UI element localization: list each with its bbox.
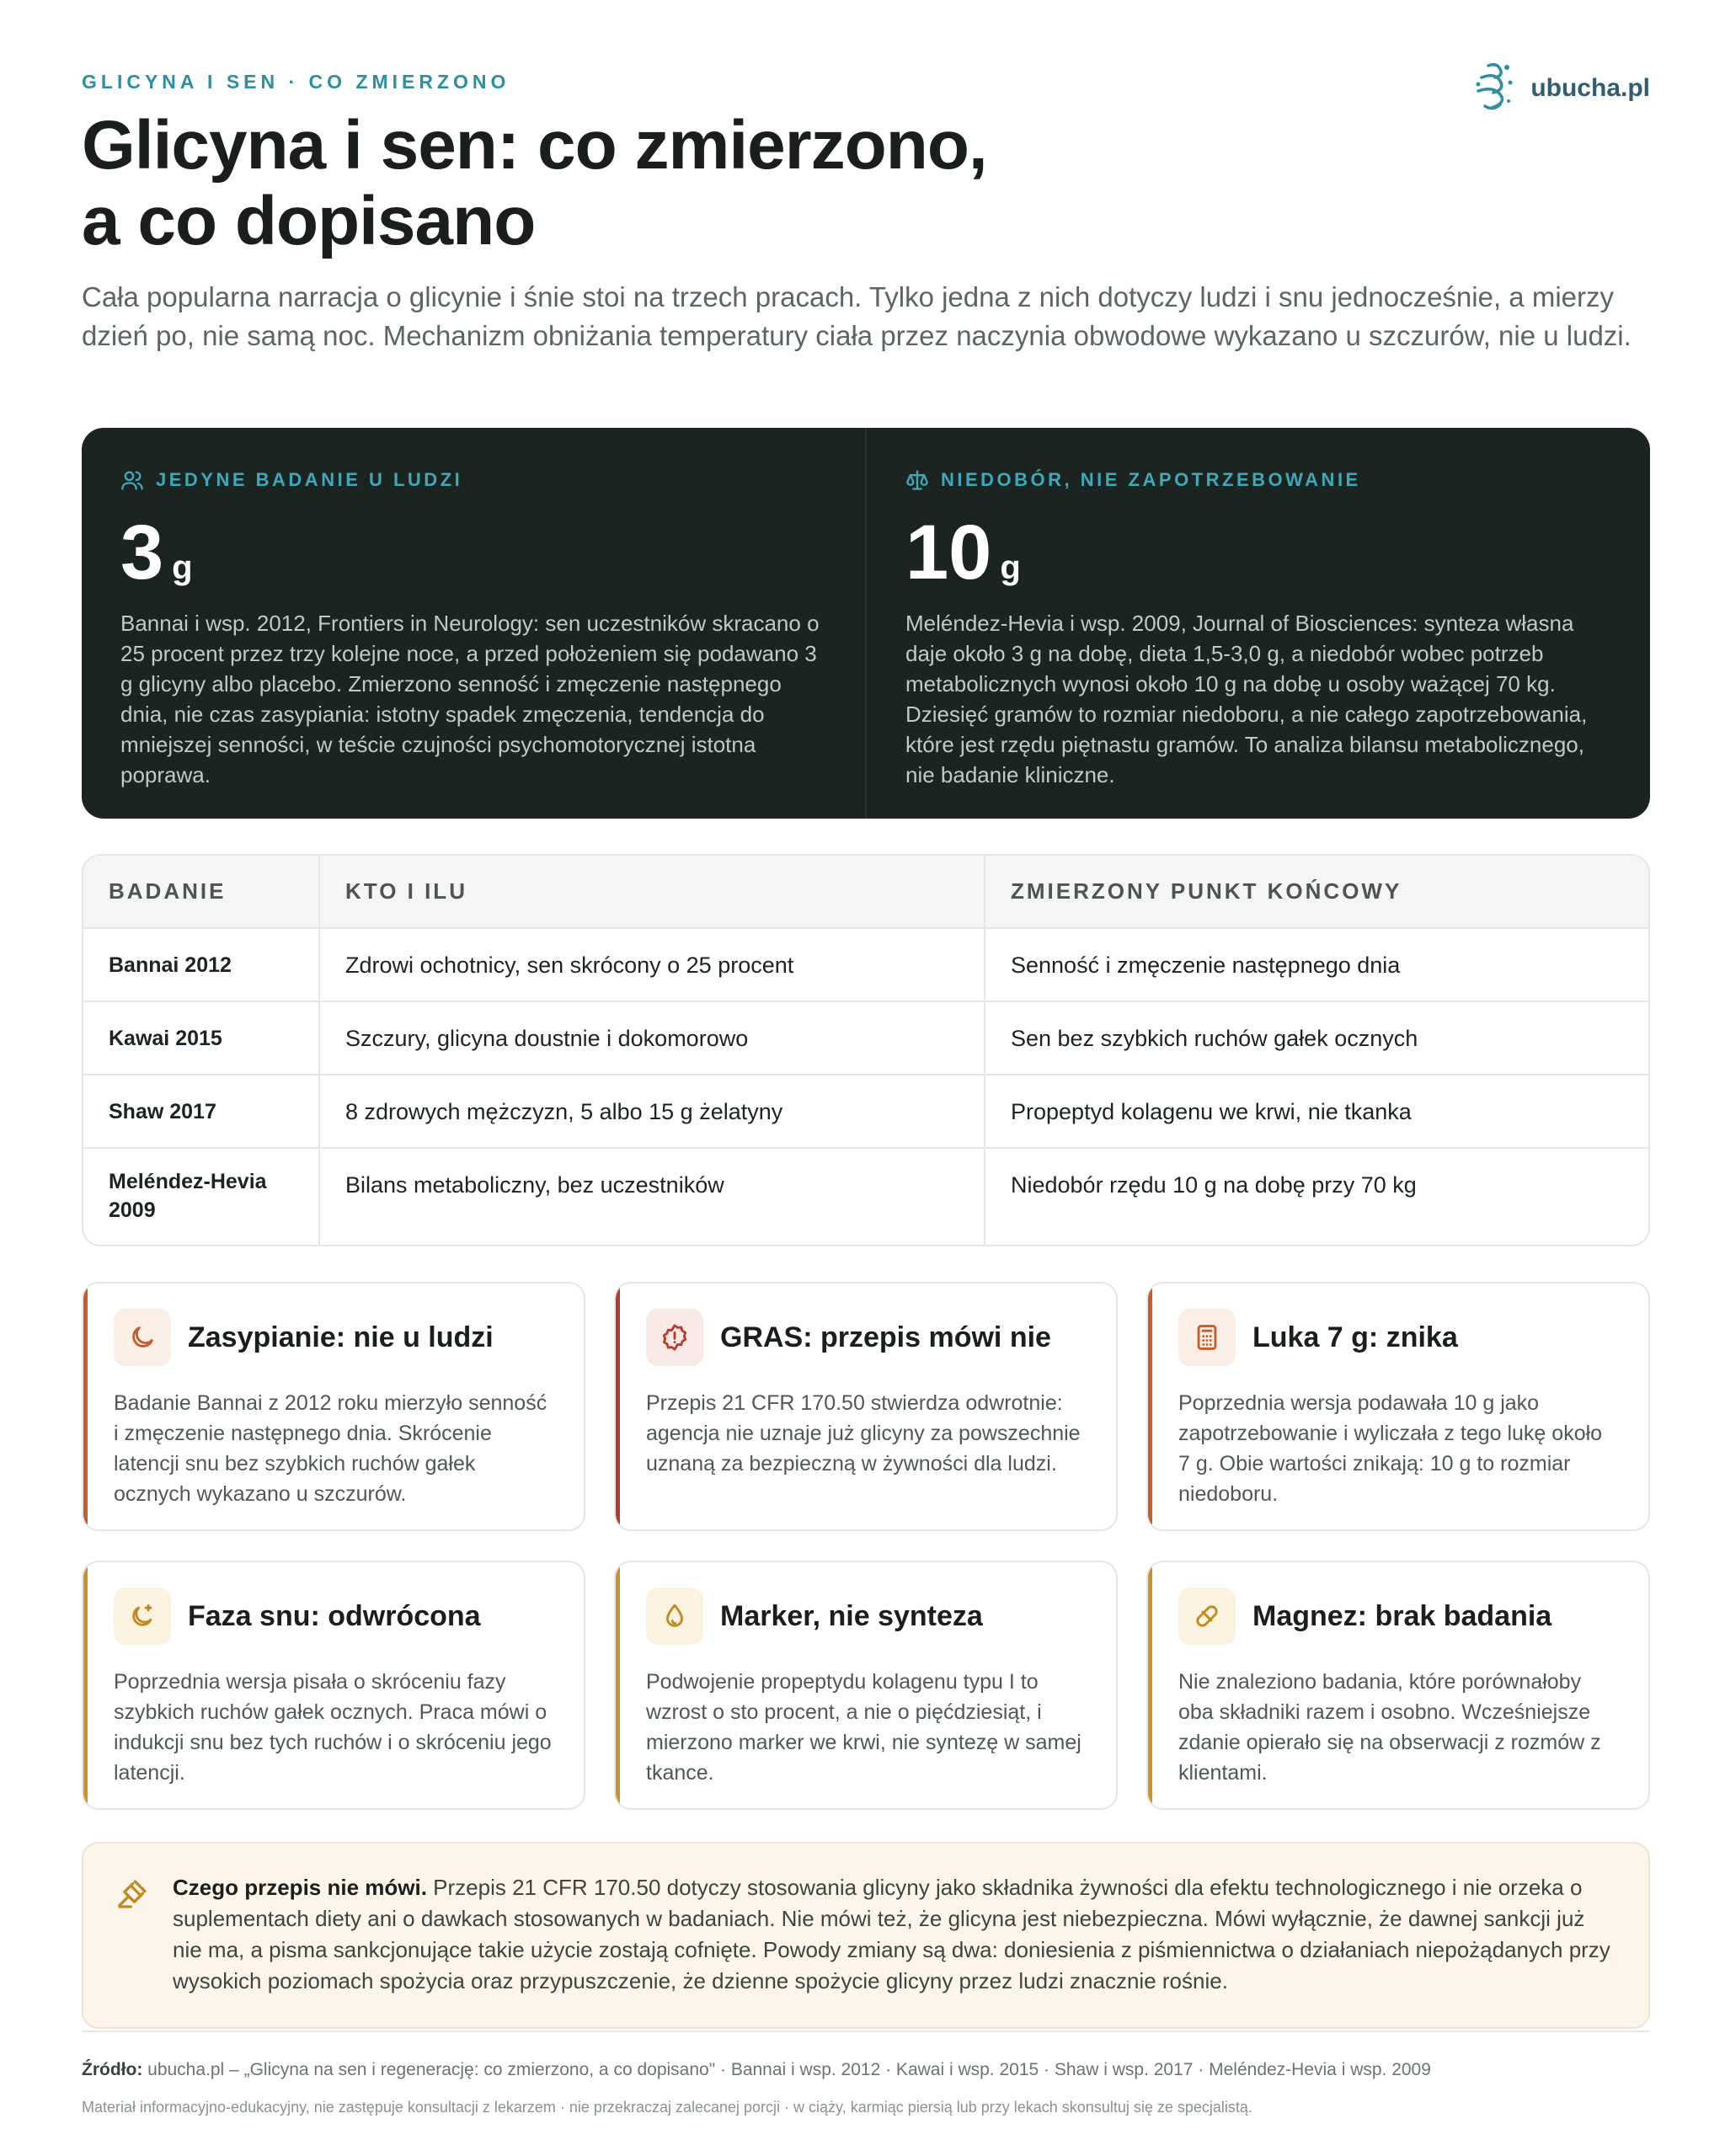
table-row	[83, 1001, 1648, 1075]
stat-label-text: JEDYNE BADANIE U LUDZI	[156, 469, 463, 490]
card-title: Marker, nie synteza	[720, 1599, 983, 1632]
alert-badge-icon	[646, 1309, 703, 1366]
card-gras	[614, 1282, 1118, 1531]
table-cell: Propeptyd kolagenu we krwi, nie tkanka	[985, 1075, 1648, 1148]
note-body: Przepis 21 CFR 170.50 dotyczy stosowania glicyny jako składnika żywności dla efektu technologicznego i nie orzeka o suplementach diety ani o dawkach stosowanych w badaniach. Nie mówi też, że glicyna jest niebezpieczna. Mówi wyłącznie, że dawnej sankcji już nie ma, a pisma sankcjonujące takie użycie zostają cofnięte. Powody zmiany są dwa: doniesienia z piśmiennictwa o działaniach niepożądanych przy wysokich poziomach spożycia oraz przypuszczenie, że dzienne spożycie glicyny przez ludzi znacznie rośnie.	[173, 1875, 1610, 1993]
disclaimer: Materiał informacyjno-edukacyjny, nie zastępuje konsultacji z lekarzem · nie przekraczaj zalecanej porcji · w ciąży, karmiąc piersią lub przy lekach skonsultuj się ze specjalistą.	[82, 2099, 1252, 2116]
moon-icon	[114, 1309, 171, 1366]
stat-description: Meléndez-Hevia i wsp. 2009, Journal of Biosciences: synteza własna daje około 3 g na dobę, dieta 1,5-3,0 g, a niedobór wobec potrzeb metabolicznych wynosi około 10 g na dobę u osoby ważącej 70 kg. Dziesięć gramów to rozmiar niedoboru, a nie całego zapotrzebowania, które jest rzędu piętnastu gramów. To analiza bilansu metabolicznego, nie badanie kliniczne.	[905, 611, 1588, 787]
table-row	[83, 1075, 1648, 1148]
card-title: Faza snu: odwrócona	[188, 1599, 481, 1632]
eyebrow: GLICYNA I SEN · CO ZMIERZONO	[82, 71, 510, 93]
logo-text: ubucha.pl	[1530, 74, 1650, 102]
table-header-row	[83, 856, 1648, 928]
logo[interactable]	[1471, 59, 1650, 118]
table-cell: Zdrowi ochotnicy, sen skrócony o 25 procent	[319, 928, 985, 1001]
stat-value	[120, 510, 826, 595]
stat-number: 10	[905, 510, 992, 595]
card-text: Badanie Bannai z 2012 roku mierzyło senność i zmęczenie następnego dnia. Skrócenie latencji snu bez szybkich ruchów gałek ocznych wykazano u szczurów.	[114, 1391, 547, 1506]
cards-row	[82, 1282, 1650, 1531]
stat-human-study	[82, 428, 865, 819]
column-header: KTO I ILU	[319, 856, 985, 928]
stat-number: 3	[120, 510, 164, 595]
divider	[82, 2031, 1650, 2032]
card-text: Nie znaleziono badania, które porównałoby oba składniki razem i osobno. Wcześniejsze zdanie opierało się na obserwacji z rozmów z klientami.	[1178, 1670, 1601, 1785]
card-sleep-onset	[82, 1282, 585, 1531]
studies-table	[82, 854, 1650, 1246]
stat-unit: g	[1000, 549, 1021, 586]
table-cell: Bilans metaboliczny, bez uczestników	[319, 1148, 985, 1246]
table-cell: Bannai 2012	[83, 928, 319, 1001]
card-text: Podwojenie propeptydu kolagenu typu I to wzrost o sto procent, a nie o pięćdziesiąt, i mierzono marker we krwi, nie syntezę w samej tkance.	[646, 1670, 1081, 1785]
stat-deficit	[865, 428, 1650, 819]
table-cell: Senność i zmęczenie następnego dnia	[985, 928, 1648, 1001]
card-title: Magnez: brak badania	[1252, 1599, 1552, 1632]
calculator-icon	[1178, 1309, 1236, 1366]
card-text: Poprzednia wersja podawała 10 g jako zapotrzebowanie i wyliczała z tego lukę około 7 g. Obie wartości znikają: 10 g to rozmiar niedoboru.	[1178, 1391, 1603, 1506]
title-line-2: a co dopisano	[82, 183, 536, 259]
stat-label-text: NIEDOBÓR, NIE ZAPOTRZEBOWANIE	[941, 469, 1361, 490]
kombucha-logo-icon	[1471, 59, 1519, 118]
stats-panel	[82, 428, 1650, 819]
pill-icon	[1178, 1588, 1236, 1645]
card-title: GRAS: przepis mówi nie	[720, 1321, 1051, 1353]
table-cell: Kawai 2015	[83, 1001, 319, 1075]
card-sleep-phase	[82, 1561, 585, 1810]
stat-label	[120, 468, 826, 492]
note-text	[173, 1872, 1615, 1997]
table-row	[83, 928, 1648, 1001]
moon-star-icon	[114, 1588, 171, 1645]
note-bold: Czego przepis nie mówi.	[173, 1875, 427, 1900]
stat-description: Bannai i wsp. 2012, Frontiers in Neurology: sen uczestników skracano o 25 procent przez trzy kolejne noce, a przed położeniem się podawano 3 g glicyny albo placebo. Zmierzono senność i zmęczenie następnego dnia, nie czas zasypiania: istotny spadek zmęczenia, tendencja do mniejszej senności, w teście czujności psychomotorycznej istotna poprawa.	[120, 611, 820, 787]
scale-icon	[905, 468, 929, 492]
stat-unit: g	[172, 549, 193, 586]
users-icon	[120, 468, 144, 492]
source-label: Źródło:	[82, 2060, 143, 2079]
card-text: Przepis 21 CFR 170.50 stwierdza odwrotnie: agencja nie uznaje już glicyny za powszechnie uznaną za bezpieczną w żywności dla ludzi.	[646, 1391, 1081, 1476]
card-text: Poprzednia wersja pisała o skróceniu fazy szybkich ruchów gałek ocznych. Praca mówi o indukcji snu bez tych ruchów i o skróceniu jego latencji.	[114, 1670, 552, 1785]
table-cell: 8 zdrowych mężczyzn, 5 albo 15 g żelatyny	[319, 1075, 985, 1148]
column-header: BADANIE	[83, 856, 319, 928]
table-cell: Szczury, glicyna doustnie i dokomorowo	[319, 1001, 985, 1075]
stat-label	[905, 468, 1611, 492]
droplet-icon	[646, 1588, 703, 1645]
regulation-note	[82, 1842, 1650, 2029]
gavel-icon	[115, 1877, 149, 1911]
table-row	[83, 1148, 1648, 1246]
source-text: ubucha.pl – „Glicyna na sen i regenerację: co zmierzono, a co dopisano" · Bannai i wsp. 2012 · Kawai i wsp. 2015 · Shaw i wsp. 2017 · Meléndez-Hevia i wsp. 2009	[142, 2060, 1431, 2079]
card-marker	[614, 1561, 1118, 1810]
card-gap	[1146, 1282, 1650, 1531]
lead-paragraph: Cała popularna narracja o glicynie i śnie stoi na trzech pracach. Tylko jedna z nich dotyczy ludzi i snu jednocześnie, a mierzy dzień po, nie samą noc. Mechanizm obniżania temperatury ciała przez naczynia obwodowe wykazano u szczurów, nie u ludzi.	[82, 281, 1632, 351]
cards-row	[82, 1561, 1650, 1810]
page-title	[82, 108, 1177, 259]
table-cell: Sen bez szybkich ruchów gałek ocznych	[985, 1001, 1648, 1075]
card-title: Zasypianie: nie u ludzi	[188, 1321, 494, 1353]
table-cell: Shaw 2017	[83, 1075, 319, 1148]
column-header: ZMIERZONY PUNKT KOŃCOWY	[985, 856, 1648, 928]
table-cell: Niedobór rzędu 10 g na dobę przy 70 kg	[985, 1148, 1648, 1246]
card-magnesium	[1146, 1561, 1650, 1810]
table-cell: Meléndez-Hevia 2009	[109, 1170, 267, 1222]
title-line-1: Glicyna i sen: co zmierzono,	[82, 107, 987, 184]
card-title: Luka 7 g: znika	[1252, 1321, 1458, 1353]
source-line	[82, 2060, 1650, 2080]
stat-value	[905, 510, 1611, 595]
